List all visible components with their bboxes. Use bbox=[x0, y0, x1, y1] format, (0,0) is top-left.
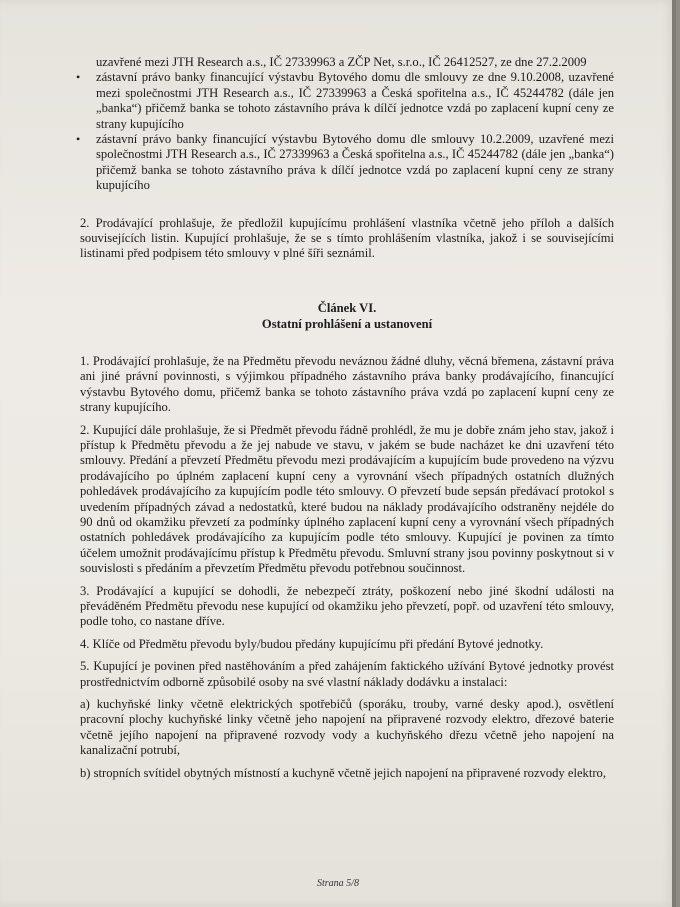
page-number: Strana 5/8 bbox=[317, 878, 359, 889]
list-item bbox=[76, 132, 614, 194]
page-edge-shadow bbox=[672, 0, 676, 907]
list-item bbox=[76, 70, 614, 132]
article-paragraph-5: 5. Kupující je povinen před nastěhováním a před zahájením faktického užívání Bytové jednotky provést prostřednictvím odborně způsobilé osoby na své vlastní náklady dodávku a instalaci: bbox=[80, 659, 614, 689]
lien-list bbox=[76, 70, 614, 193]
intro-continuation: uzavřené mezi JTH Research a.s., IČ 27339963 a ZČP Net, s.r.o., IČ 26412527, ze dne 27.2.2009 bbox=[96, 55, 587, 69]
article-paragraph-1: 1. Prodávající prohlašuje, že na Předmětu převodu neváznou žádné dluhy, věcná břemena, zástavní práva ani jiné právní povinnosti, s výjimkou případného zástavního práva banky prodávajícího, financující výstavbu Bytového domu, přičemž banka se tohoto zástavního práva vzdá po zaplacení kupní ceny ze strany kupujícího. bbox=[80, 353, 614, 415]
article-number: Článek VI. bbox=[317, 300, 377, 315]
bullet-icon: • bbox=[76, 132, 81, 147]
article-paragraph-3: 3. Prodávající a kupující se dohodli, že nebezpečí ztráty, poškození nebo jiné škodní události na převáděném Předmětu převodu nese kupující od okamžiku jeho převzetí, popř. od uzavření této smlouvy, podle toho, co nastane dříve. bbox=[80, 583, 614, 629]
article-title: Ostatní prohlášení a ustanovení bbox=[261, 316, 433, 331]
lien-text: zástavní právo banky financující výstavbu Bytového domu dle smlouvy 10.2.2009, uzavřené mezi společnostmi JTH Research a.s., IČ 27339963 a Česká spořitelna a.s., IČ 45244782 (dále jen „banka“) přičemž banka se tohoto zástavního práva k dílčí jednotce vzdá po zaplacení kupní ceny ze strany kupujícího bbox=[96, 132, 614, 193]
bullet-icon: • bbox=[76, 70, 81, 85]
document-body bbox=[76, 55, 614, 781]
article-paragraph-5b: b) stropních svítidel obytných místností a kuchyně včetně jejich napojení na připravené rozvody elektro, bbox=[80, 765, 606, 780]
article-paragraph-2: 2. Kupující dále prohlašuje, že si Předmět převodu řádně prohlédl, že mu je dobře znám jeho stav, jakož i přístup k Předmětu převodu a že jej nabude ve stavu, v jakém se bude nacházet ke dni uzavření této smlouvy. Předání a převzetí Předmětu převodu mezi prodávajícím a kupujícím bude provedeno na výzvu prodávajícího po úplném zaplacení kupní ceny a vyrovnání všech případných ostatních dlužných pohledávek prodávajícího za kupujícím podle této smlouvy. O převzetí bude sepsán předávací protokol s uvedením případných závad a nedostatků, které budou na náklady prodávajícího odstraněny nejdéle do 90 dnů od okamžiku převzetí za podmínky úplného zaplacení kupní ceny a vyrovnání všech případných ostatních pohledávek prodávajícího za kupujícím podle této smlouvy. Kupující je povinen za tímto účelem umožnit prodávajícímu přístup k Předmětu převodu. Smluvní strany jsou povinny poskytnout si v souvislosti s předáním a převzetím Předmětu převodu potřebnou součinnost. bbox=[80, 422, 614, 576]
article-paragraph-4: 4. Klíče od Předmětu převodu byly/budou předány kupujícímu při předání Bytové jednotky. bbox=[80, 636, 544, 651]
article-paragraph-5a: a) kuchyňské linky včetně elektrických spotřebičů (sporáku, trouby, varné desky apod.), osvětlení pracovní plochy kuchyňské linky včetně jeho napojení na připravené rozvody elektro, dřezové baterie včetně jejího napojení na připravené rozvody vody a kuchyňského dřezu včetně jeho napojení na kanalizační potrubí, bbox=[80, 697, 614, 758]
lien-text: zástavní právo banky financující výstavbu Bytového domu dle smlouvy ze dne 9.10.2008, uzavřené mezi společnostmi JTH Research a.s., IČ 27339963 a Česká spořitelna a.s., IČ 45244782 (dále jen „banka“) přičemž banka se tohoto zástavního práva k dílčí jednotce vzdá po zaplacení kupní ceny ze strany kupujícího bbox=[96, 70, 614, 131]
paragraph-2: 2. Prodávající prohlašuje, že předložil kupujícímu prohlášení vlastníka včetně jeho příloh a dalších souvisejících listin. Kupující prohlašuje, že se s tímto prohlášením vlastníka, jakož i se souvisejícími listinami před podpisem této smlouvy v plné šíři seznámil. bbox=[80, 215, 614, 261]
